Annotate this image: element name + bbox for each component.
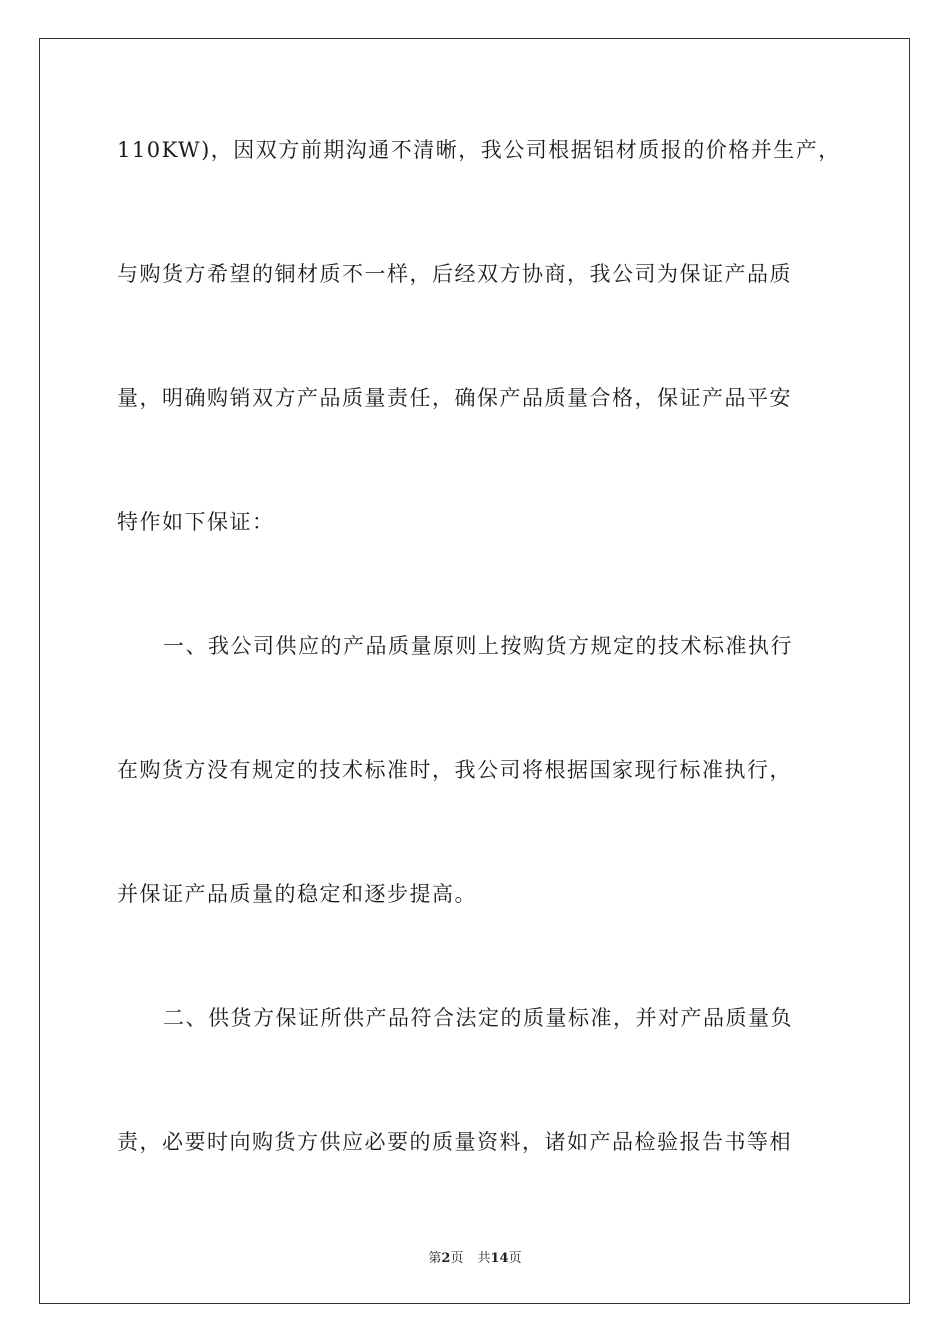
body-line-8: 二、供货方保证所供产品符合法定的质量标准，并对产品质量负	[163, 1006, 793, 1030]
body-line-7: 并保证产品质量的稳定和逐步提高。	[117, 882, 477, 906]
footer-total-suffix: 页	[508, 1251, 522, 1266]
footer-page-suffix: 页	[450, 1251, 464, 1266]
body-line-9: 责，必要时向购货方供应必要的质量资料，诸如产品检验报告书等相	[117, 1130, 792, 1154]
footer-total-prefix: 共	[477, 1251, 491, 1266]
body-line-5: 一、我公司供应的产品质量原则上按购货方规定的技术标准执行	[163, 634, 793, 658]
footer-page-prefix: 第	[428, 1251, 442, 1266]
body-line-3: 量，明确购销双方产品质量责任，确保产品质量合格，保证产品平安	[117, 386, 792, 410]
footer-total-pages: 14	[490, 1251, 509, 1266]
body-line-6: 在购货方没有规定的技术标准时，我公司将根据国家现行标准执行，	[117, 758, 792, 782]
body-line-2: 与购货方希望的铜材质不一样，后经双方协商，我公司为保证产品质	[117, 262, 792, 286]
body-line-1: 110KW)，因双方前期沟通不清晰，我公司根据铝材质报的价格并生产，	[117, 138, 841, 162]
body-line-4: 特作如下保证：	[117, 510, 275, 534]
footer-page-number: 2	[441, 1251, 451, 1266]
page-border	[39, 38, 910, 1304]
page-footer	[0, 1247, 950, 1266]
